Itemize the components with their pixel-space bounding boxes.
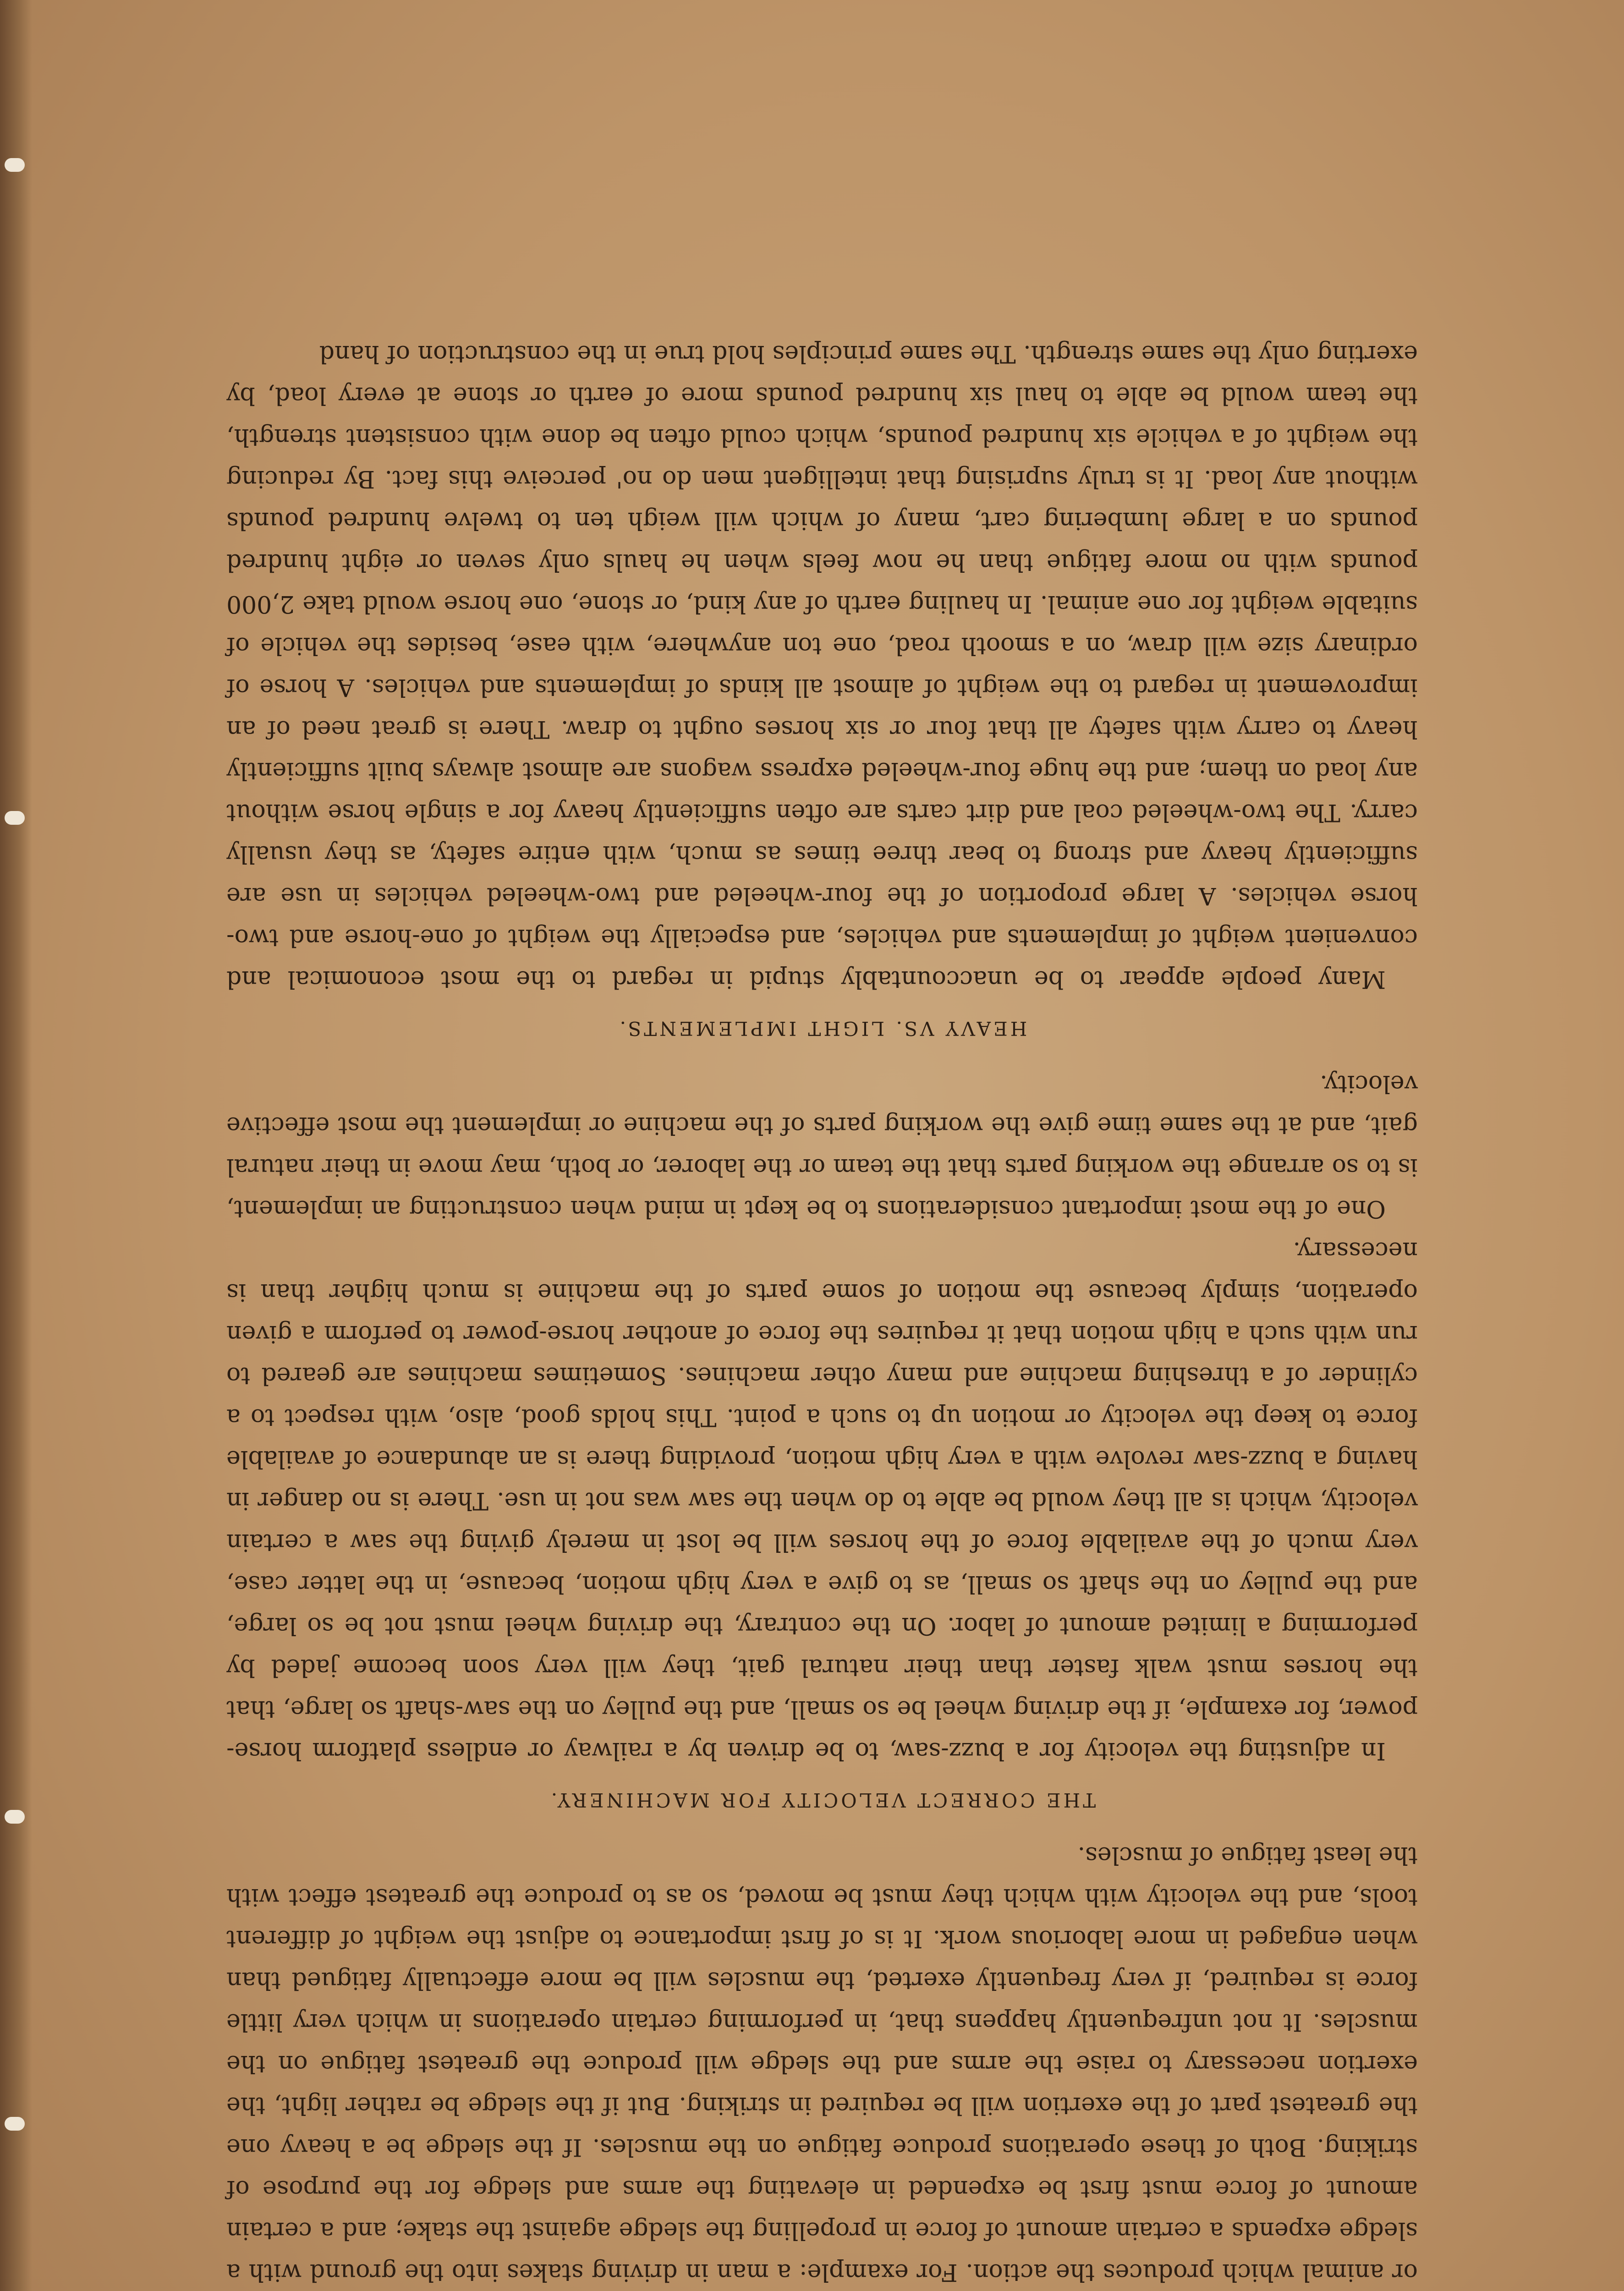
paragraph-velocity-1: In adjusting the velocity for a buzz-saw, to be driven by a railway or endless platform horse-power, for example, if the driving wheel be so small, and the pulley on the saw-shaft so large, that the horses must walk faster than their natural gait, they will very soon become jaded by performing a limited amount of labor. On the contrary, the driving wheel must not be so large, and the pulley on the shaft so small, as to give a very high motion, because, in the latter case, very much of the available force of the horses will be lost in merely giving the saw a certain velocity, which is all they would be able to do when the saw was not in use. There is no danger in having a buzz-saw revolve with a very high motion, providing there is an abundance of available force to keep the velocity or motion up to such a point. This holds good, also, with respect to a cylinder of a threshing machine and many other machines. Sometimes machines are geared to run with such a high motion that it requires the force of another horse-power to perform a given operation, simply because the motion of some parts of the machine is much higher than is necessary. (226, 1237, 1418, 1765)
text-column (226, 333, 1418, 2291)
paragraph-implements-1: Many people appear to be unaccountably stupid in regard to the most economical and convenient weight of implements and vehicles, and especially the weight of one-horse and two-horse vehicles. A large proportion of the four-wheeled and two-wheeled vehicles in use are sufficiently heavy and strong to bear three times as much, with entire safety, as they usually carry. The two-wheeled coal and dirt carts are often sufficiently heavy for a single horse without any load on them; and the huge four-wheeled express wagons are almost always built sufficiently heavy to carry with safety all that four or six horses ought to draw. There is great need of an improvement in regard to the weight of almost all kinds of implements and vehicles. A horse of ordinary size will draw, on a smooth road, one ton anywhere, with ease, besides the vehicle of suitable weight for one animal. In hauling earth of any kind, or stone, one horse would take 2,000 pounds with no more fatigue than he now feels when he hauls only seven or eight hundred pounds on a large lumbering cart, many of which will weigh ten to twelve hundred pounds without any load. It is truly suprising that intelligent men do no' perceive this fact. By reducing the weight of a vehicle six hundred pounds, which could often be done with consistent strength, the team would be able to haul six hundred pounds more of earth or stone at every load, by exerting only the same strength. The same principles hold true in the construction of hand (226, 340, 1418, 993)
paragraph-continued: or animal which produces the action. For example: a man in driving stakes into the ground with a sledge expends a certain amount of force in propelling the sledge against the stake; and a certain amount of force must first be expended in elevating the arms and sledge for the purpose of striking. Both of these operations produce fatigue on the muscles. If the sledge be a heavy one the greatest part of the exertion will be required in striking. But if the sledge be rather light, the exertion necessary to raise the arms and the sledge will produce the greatest fatigue on the muscles. It not unfrequently happens that, in performing certain operations in which very little force is required, if very frequently exerted, the muscles will be more effectually fatigued than when engaged in more laborious work. It is of first importance to adjust the weight of different tools, and the velocity with which they must be moved, so as to produce the greatest effect with the least fatigue of muscles. (226, 1842, 1418, 2286)
paragraph-velocity-2: One of the most important considerations to be kept in mind when constructing an implement, is to so arrange the working parts that the team or the laborer, or both, may move in their natural gait, and at the same time give the working parts of the machine or implement the most effective velocity. (226, 1070, 1418, 1222)
section-heading-implements: HEAVY VS. LIGHT IMPLEMENTS. (617, 1017, 1027, 1040)
section-heading-velocity: THE CORRECT VELOCITY FOR MACHINERY. (548, 1789, 1096, 1811)
